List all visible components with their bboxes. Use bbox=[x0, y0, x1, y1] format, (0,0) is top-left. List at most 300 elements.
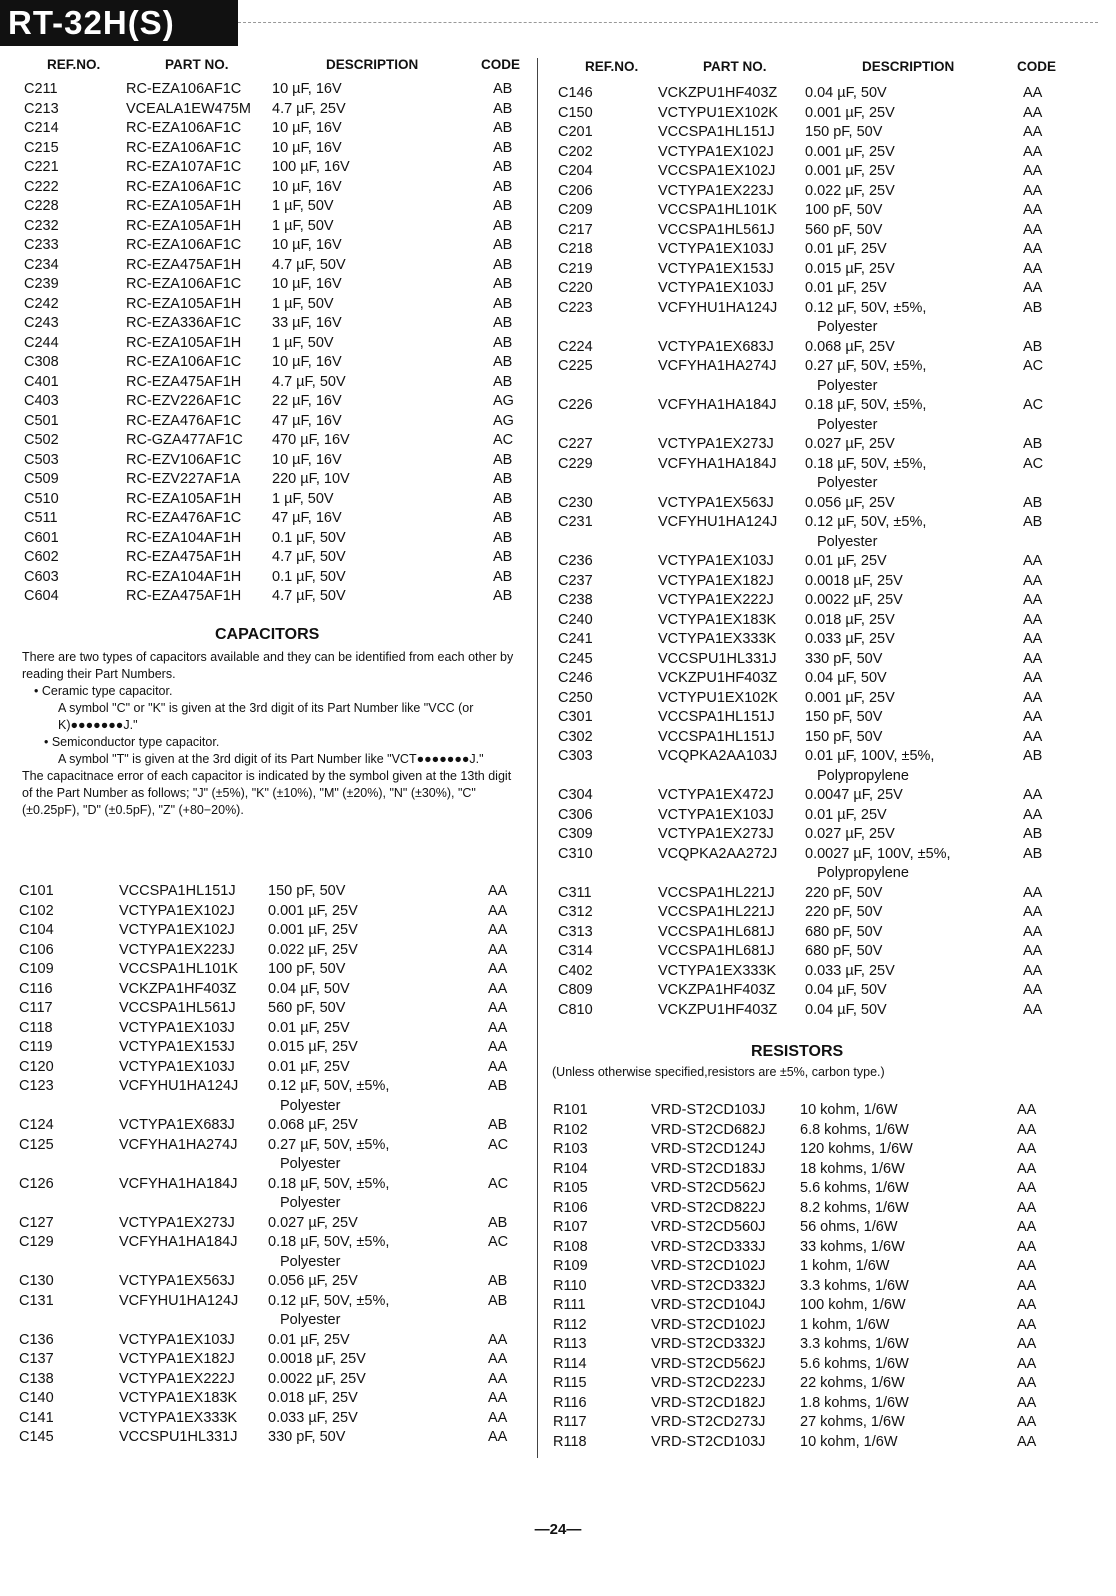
ref-no-cell: C150 bbox=[558, 104, 593, 121]
ref-no-cell: C102 bbox=[19, 902, 54, 919]
part-no-cell: VCTYPA1EX222J bbox=[119, 1370, 235, 1387]
ref-no-cell: C136 bbox=[19, 1331, 54, 1348]
code-cell: AB bbox=[493, 159, 513, 175]
ref-no-cell: R115 bbox=[553, 1375, 587, 1391]
ref-no-cell: C246 bbox=[558, 670, 593, 686]
description-cell: 0.022 µF, 25V bbox=[805, 182, 895, 199]
description-cell: 220 pF, 50V bbox=[805, 904, 883, 920]
description-cell: 33 µF, 16V bbox=[272, 315, 342, 331]
ref-no-cell: C250 bbox=[558, 689, 593, 706]
ref-no-cell: R113 bbox=[553, 1336, 587, 1352]
ref-no-cell: C204 bbox=[558, 163, 593, 179]
part-no-cell: VCKZPA1HF403Z bbox=[658, 982, 776, 998]
code-header: CODE bbox=[481, 57, 521, 72]
part-no-cell: VRD-ST2CD223J bbox=[651, 1375, 766, 1391]
ref-no-cell: C217 bbox=[558, 221, 593, 238]
code-cell: AA bbox=[488, 1409, 508, 1426]
code-cell: AB bbox=[493, 334, 513, 351]
description-cell: 150 pF, 50V bbox=[268, 883, 346, 899]
description-cell: 0.01 µF, 25V bbox=[805, 280, 887, 296]
part-no-cell: VCFYHA1HA184J bbox=[658, 397, 777, 413]
code-cell: AC bbox=[488, 1136, 509, 1153]
code-cell: AB bbox=[493, 471, 513, 487]
part-no-cell: VCTYPA1EX182J bbox=[658, 572, 774, 589]
description-cell: 0.04 µF, 50V bbox=[805, 982, 887, 998]
ref-no-cell: C101 bbox=[19, 883, 54, 899]
description-cell: 6.8 kohms, 1/6W bbox=[800, 1121, 909, 1138]
code-cell: AA bbox=[1017, 1121, 1037, 1138]
ref-no-cell: C302 bbox=[558, 728, 593, 745]
code-cell: AA bbox=[488, 961, 508, 977]
description-cell: 100 µF, 16V bbox=[272, 159, 350, 175]
part-no-cell: VCCSPA1HL561J bbox=[658, 221, 775, 238]
part-no-cell: VCTYPA1EX472J bbox=[658, 787, 774, 803]
description-continuation: Polyester bbox=[280, 1097, 341, 1114]
code-cell: AA bbox=[1023, 202, 1043, 218]
part-no-cell: VCKZPU1HF403Z bbox=[658, 670, 778, 686]
code-cell: AA bbox=[1017, 1238, 1037, 1255]
part-no-cell: VCTYPA1EX333K bbox=[658, 962, 777, 979]
part-no-cell: VCTYPA1EX223J bbox=[658, 182, 774, 199]
code-cell: AA bbox=[488, 1370, 508, 1387]
code-cell: AB bbox=[493, 256, 513, 273]
ref-no-cell: R101 bbox=[553, 1102, 588, 1118]
ref-no-cell: C137 bbox=[19, 1351, 54, 1367]
description-cell: 8.2 kohms, 1/6W bbox=[800, 1199, 909, 1216]
ref-no-cell: C304 bbox=[558, 787, 593, 803]
code-cell: AA bbox=[1023, 709, 1043, 725]
ref-no-cell: C237 bbox=[558, 572, 593, 589]
part-no-cell: VCCSPA1EX102J bbox=[658, 163, 776, 179]
code-cell: AA bbox=[1023, 670, 1043, 686]
ref-no-cell: C209 bbox=[558, 202, 593, 218]
ref-no-cell: R109 bbox=[553, 1258, 588, 1274]
code-cell: AB bbox=[493, 373, 513, 390]
ref-no-cell: C125 bbox=[19, 1136, 54, 1153]
description-cell: 0.068 µF, 25V bbox=[805, 338, 895, 355]
description-cell: 0.0047 µF, 25V bbox=[805, 787, 903, 803]
part-header: PART NO. bbox=[165, 57, 229, 72]
code-cell: AB bbox=[493, 315, 513, 331]
description-cell: 1 µF, 50V bbox=[272, 198, 334, 214]
code-cell: AA bbox=[1023, 884, 1043, 901]
code-cell: AA bbox=[1017, 1297, 1037, 1313]
description-cell: 0.027 µF, 25V bbox=[268, 1214, 358, 1231]
part-no-cell: VRD-ST2CD182J bbox=[651, 1394, 766, 1411]
part-no-cell: RC-EZA104AF1H bbox=[126, 529, 242, 546]
part-no-cell: RC-EZA336AF1C bbox=[126, 315, 242, 331]
part-no-cell: RC-EZA106AF1C bbox=[126, 120, 242, 136]
ref-no-cell: C214 bbox=[24, 120, 59, 136]
ref-no-cell: C314 bbox=[558, 943, 593, 959]
capacitor-intro: There are two types of capacitors available and they can be identified from each other by reading their Part Numbers. bbox=[22, 650, 514, 681]
description-cell: 1.8 kohms, 1/6W bbox=[800, 1394, 909, 1411]
code-cell: AA bbox=[488, 1351, 508, 1367]
code-cell: AA bbox=[1023, 631, 1043, 647]
code-cell: AB bbox=[493, 120, 513, 136]
ref-no-cell: C221 bbox=[24, 159, 59, 175]
code-cell: AA bbox=[1017, 1277, 1037, 1294]
code-cell: AB bbox=[1023, 338, 1043, 355]
part-no-cell: VCTYPA1EX102J bbox=[119, 902, 235, 919]
ref-no-cell: C129 bbox=[19, 1234, 54, 1250]
code-cell: AA bbox=[1017, 1336, 1037, 1352]
part-no-cell: VCTYPA1EX563J bbox=[119, 1273, 235, 1289]
description-cell: 10 µF, 16V bbox=[272, 276, 342, 292]
description-cell: 0.04 µF, 50V bbox=[268, 980, 350, 997]
description-cell: 5.6 kohms, 1/6W bbox=[800, 1355, 909, 1372]
ref-no-cell: C124 bbox=[19, 1117, 54, 1133]
ref-no-cell: C240 bbox=[558, 611, 593, 628]
ref-no-cell: C119 bbox=[19, 1039, 53, 1055]
description-cell: 0.033 µF, 25V bbox=[268, 1409, 358, 1426]
description-cell: 1 µF, 50V bbox=[272, 334, 334, 351]
ref-no-cell: C241 bbox=[558, 631, 593, 647]
code-cell: AA bbox=[1023, 553, 1043, 569]
part-no-cell: VCTYPA1EX222J bbox=[658, 592, 774, 608]
part-no-cell: VCCSPA1HL151J bbox=[658, 709, 775, 725]
description-cell: 22 µF, 16V bbox=[272, 393, 342, 409]
resistors-heading: RESISTORS bbox=[751, 1043, 844, 1060]
description-cell: 330 pF, 50V bbox=[805, 650, 883, 667]
description-cell: 10 µF, 16V bbox=[272, 237, 342, 253]
part-no-cell: VCCSPA1HL681J bbox=[658, 943, 775, 959]
description-header: DESCRIPTION bbox=[326, 57, 419, 72]
part-no-cell: RC-EZA475AF1H bbox=[126, 549, 242, 565]
description-cell: 0.12 µF, 50V, ±5%, bbox=[268, 1292, 390, 1309]
capacitors-notes bbox=[22, 649, 522, 819]
code-cell: AA bbox=[1023, 104, 1043, 121]
part-no-cell: VCTYPU1EX102K bbox=[658, 689, 779, 706]
description-continuation: Polyester bbox=[280, 1312, 341, 1328]
description-cell: 0.04 µF, 50V bbox=[805, 670, 887, 686]
part-no-cell: VCFYHU1HA124J bbox=[658, 514, 778, 530]
description-cell: 4.7 µF, 50V bbox=[272, 588, 346, 604]
ref-no-cell: C146 bbox=[558, 85, 593, 101]
ref-no-cell: C244 bbox=[24, 334, 59, 351]
description-cell: 0.015 µF, 25V bbox=[268, 1039, 358, 1055]
description-cell: 0.001 µF, 25V bbox=[805, 689, 895, 706]
code-cell: AB bbox=[493, 139, 513, 156]
description-continuation: Polyester bbox=[817, 319, 878, 335]
resistors-note: (Unless otherwise specified,resistors are ±5%, carbon type.) bbox=[552, 1065, 885, 1079]
code-cell: AA bbox=[1017, 1394, 1037, 1411]
description-cell: 560 pF, 50V bbox=[805, 221, 883, 238]
part-no-cell: VRD-ST2CD104J bbox=[651, 1297, 766, 1313]
ref-no-cell: C243 bbox=[24, 315, 59, 331]
part-no-cell: VCCSPA1HL101K bbox=[658, 202, 778, 218]
ref-no-cell: C303 bbox=[558, 748, 593, 764]
description-cell: 470 µF, 16V bbox=[272, 432, 350, 448]
ref-no-cell: C509 bbox=[24, 471, 59, 487]
ref-no-cell: R111 bbox=[553, 1297, 586, 1313]
ref-no-cell: R110 bbox=[553, 1277, 587, 1294]
part-no-cell: RC-EZA104AF1H bbox=[126, 568, 242, 585]
code-cell: AB bbox=[493, 451, 513, 468]
part-no-cell: RC-GZA477AF1C bbox=[126, 432, 243, 448]
ref-no-cell: C126 bbox=[19, 1175, 54, 1192]
code-cell: AA bbox=[1023, 904, 1043, 920]
ref-no-cell: R108 bbox=[553, 1238, 588, 1255]
part-no-cell: VCCSPA1HL561J bbox=[119, 1000, 236, 1016]
code-cell: AA bbox=[1017, 1355, 1037, 1372]
part-no-cell: VCTYPA1EX103J bbox=[658, 806, 774, 823]
description-cell: 0.1 µF, 50V bbox=[272, 529, 346, 546]
ref-no-cell: C511 bbox=[24, 510, 58, 526]
code-cell: AA bbox=[488, 922, 508, 938]
code-cell: AA bbox=[1023, 280, 1043, 296]
ref-no-cell: C809 bbox=[558, 982, 593, 998]
ref-no-cell: C117 bbox=[19, 1000, 53, 1016]
description-continuation: Polyester bbox=[280, 1195, 341, 1211]
description-cell: 47 µF, 16V bbox=[272, 412, 342, 429]
description-cell: 0.01 µF, 25V bbox=[805, 806, 887, 823]
ref-no-cell: C130 bbox=[19, 1273, 54, 1289]
ceramic-label: • Ceramic type capacitor. bbox=[34, 684, 173, 698]
part-no-cell: VCCSPA1HL101K bbox=[119, 961, 239, 977]
code-cell: AA bbox=[1017, 1199, 1037, 1216]
part-no-cell: VCTYPA1EX103J bbox=[119, 1019, 235, 1036]
code-cell: AC bbox=[1023, 455, 1044, 472]
description-cell: 0.001 µF, 25V bbox=[268, 922, 358, 938]
part-no-cell: RC-EZV226AF1C bbox=[126, 393, 242, 409]
code-cell: AA bbox=[1023, 572, 1043, 589]
description-cell: 220 µF, 10V bbox=[272, 471, 350, 487]
code-cell: AA bbox=[488, 941, 508, 958]
code-cell: AB bbox=[493, 490, 513, 507]
code-cell: AA bbox=[1023, 923, 1043, 940]
code-cell: AB bbox=[493, 354, 513, 370]
part-no-cell: VCTYPA1EX273J bbox=[658, 436, 774, 452]
ref-no-cell: C236 bbox=[558, 553, 593, 569]
description-cell: 0.18 µF, 50V, ±5%, bbox=[268, 1234, 390, 1250]
code-cell: AA bbox=[1017, 1258, 1037, 1274]
part-no-cell: RC-EZA105AF1H bbox=[126, 490, 242, 507]
part-no-cell: VCEALA1EW475M bbox=[126, 100, 251, 117]
part-no-cell: VCTYPA1EX103J bbox=[658, 241, 774, 257]
ref-no-cell: C140 bbox=[19, 1390, 54, 1406]
description-cell: 0.04 µF, 50V bbox=[805, 85, 887, 101]
part-no-cell: RC-EZA106AF1C bbox=[126, 276, 242, 292]
description-cell: 0.068 µF, 25V bbox=[268, 1117, 358, 1133]
part-no-cell: RC-EZA106AF1C bbox=[126, 354, 242, 370]
ref-no-cell: C232 bbox=[24, 217, 59, 234]
description-cell: 0.001 µF, 25V bbox=[268, 902, 358, 919]
description-cell: 1 µF, 50V bbox=[272, 217, 334, 234]
description-cell: 0.0018 µF, 25V bbox=[805, 572, 903, 589]
description-cell: 680 pF, 50V bbox=[805, 923, 883, 940]
code-cell: AA bbox=[1017, 1414, 1037, 1430]
code-cell: AB bbox=[493, 568, 513, 585]
description-cell: 4.7 µF, 50V bbox=[272, 373, 346, 390]
description-cell: 1 µF, 50V bbox=[272, 490, 334, 507]
part-no-cell: VCTYPA1EX683J bbox=[658, 338, 774, 355]
code-cell: AA bbox=[1017, 1433, 1037, 1450]
description-continuation: Polyester bbox=[817, 533, 878, 550]
ref-no-cell: C120 bbox=[19, 1058, 54, 1075]
ref-no-cell: C109 bbox=[19, 961, 54, 977]
description-cell: 0.022 µF, 25V bbox=[268, 941, 358, 958]
code-cell: AA bbox=[1017, 1375, 1037, 1391]
description-cell: 1 µF, 50V bbox=[272, 295, 334, 312]
code-cell: AB bbox=[493, 510, 513, 526]
description-cell: 10 kohm, 1/6W bbox=[800, 1102, 898, 1118]
code-cell: AA bbox=[1023, 982, 1043, 998]
part-no-cell: VCTYPA1EX333K bbox=[119, 1409, 238, 1426]
code-cell: AA bbox=[1023, 787, 1043, 803]
description-cell: 100 kohm, 1/6W bbox=[800, 1297, 906, 1313]
description-cell: 0.04 µF, 50V bbox=[805, 1001, 887, 1018]
description-cell: 0.033 µF, 25V bbox=[805, 631, 895, 647]
ref-no-cell: R102 bbox=[553, 1121, 588, 1138]
description-cell: 0.18 µF, 50V, ±5%, bbox=[268, 1175, 390, 1192]
ref-no-cell: C313 bbox=[558, 923, 593, 940]
code-cell: AB bbox=[1023, 826, 1043, 842]
description-cell: 0.0027 µF, 100V, ±5%, bbox=[805, 845, 951, 862]
part-no-cell: VRD-ST2CD332J bbox=[651, 1336, 766, 1352]
description-cell: 10 µF, 16V bbox=[272, 139, 342, 156]
part-no-cell: VRD-ST2CD562J bbox=[651, 1355, 766, 1372]
part-no-cell: VCKZPA1HF403Z bbox=[119, 980, 237, 997]
description-cell: 1 kohm, 1/6W bbox=[800, 1258, 890, 1274]
ref-no-cell: C223 bbox=[558, 299, 593, 316]
code-cell: AB bbox=[1023, 514, 1043, 530]
code-cell: AB bbox=[493, 295, 513, 312]
ref-no-cell: C306 bbox=[558, 806, 593, 823]
part-no-cell: VCTYPA1EX153J bbox=[119, 1039, 235, 1055]
part-no-cell: RC-EZA475AF1H bbox=[126, 373, 242, 390]
description-cell: 27 kohms, 1/6W bbox=[800, 1414, 905, 1430]
ref-no-cell: C245 bbox=[558, 650, 593, 667]
code-cell: AB bbox=[493, 178, 513, 195]
code-cell: AA bbox=[488, 1058, 508, 1075]
part-no-cell: VRD-ST2CD103J bbox=[651, 1102, 766, 1118]
part-no-cell: VCTYPA1EX223J bbox=[119, 941, 235, 958]
ref-header: REF.NO. bbox=[47, 57, 101, 72]
description-cell: 10 µF, 16V bbox=[272, 81, 342, 97]
part-no-cell: VCTYPA1EX102J bbox=[658, 143, 774, 160]
description-cell: 120 kohms, 1/6W bbox=[800, 1141, 913, 1157]
part-no-cell: VCTYPA1EX333K bbox=[658, 631, 777, 647]
part-no-cell: VRD-ST2CD102J bbox=[651, 1316, 766, 1333]
code-cell: AG bbox=[493, 412, 514, 429]
part-no-cell: VCQPKA2AA103J bbox=[658, 748, 778, 764]
part-no-cell: RC-EZA106AF1C bbox=[126, 237, 242, 253]
ref-no-cell: C222 bbox=[24, 178, 59, 195]
part-no-cell: VCFYHA1HA274J bbox=[658, 358, 777, 374]
description-continuation: Polyester bbox=[817, 475, 878, 491]
part-no-cell: VCCSPA1HL151J bbox=[119, 883, 236, 899]
code-cell: AC bbox=[493, 432, 514, 448]
description-cell: 47 µF, 16V bbox=[272, 510, 342, 526]
ref-no-cell: R104 bbox=[553, 1160, 588, 1177]
ref-no-cell: C211 bbox=[24, 81, 58, 97]
part-no-cell: RC-EZA105AF1H bbox=[126, 334, 242, 351]
description-continuation: Polyester bbox=[817, 416, 878, 433]
ref-no-cell: C206 bbox=[558, 182, 593, 199]
code-cell: AA bbox=[1023, 962, 1043, 979]
description-cell: 0.0018 µF, 25V bbox=[268, 1351, 366, 1367]
code-cell: AA bbox=[1017, 1102, 1037, 1118]
part-no-cell: VCTYPA1EX273J bbox=[658, 826, 774, 842]
ref-no-cell: C226 bbox=[558, 397, 593, 413]
code-cell: AB bbox=[493, 588, 513, 604]
description-cell: 150 pF, 50V bbox=[805, 728, 883, 745]
code-cell: AB bbox=[1023, 436, 1043, 452]
part-no-cell: VCCSPU1HL331J bbox=[119, 1429, 238, 1445]
description-cell: 0.1 µF, 50V bbox=[272, 568, 346, 585]
code-cell: AA bbox=[1017, 1180, 1037, 1196]
description-cell: 18 kohms, 1/6W bbox=[800, 1160, 905, 1177]
part-header: PART NO. bbox=[703, 59, 767, 74]
description-cell: 3.3 kohms, 1/6W bbox=[800, 1277, 909, 1294]
part-no-cell: VCCSPA1HL151J bbox=[658, 728, 775, 745]
part-no-cell: VCQPKA2AA272J bbox=[658, 845, 778, 862]
ref-no-cell: R112 bbox=[553, 1316, 587, 1333]
part-no-cell: RC-EZV227AF1A bbox=[126, 471, 241, 487]
ref-no-cell: C231 bbox=[558, 514, 593, 530]
part-no-cell: RC-EZA475AF1H bbox=[126, 588, 242, 604]
part-no-cell: VCTYPA1EX683J bbox=[119, 1117, 235, 1133]
ref-no-cell: C301 bbox=[558, 709, 593, 725]
description-continuation: Polyester bbox=[280, 1156, 341, 1172]
description-cell: 0.027 µF, 25V bbox=[805, 436, 895, 452]
part-no-cell: VRD-ST2CD560J bbox=[651, 1219, 766, 1235]
part-no-cell: RC-EZA105AF1H bbox=[126, 198, 242, 214]
ref-no-cell: R107 bbox=[553, 1219, 588, 1235]
description-cell: 0.27 µF, 50V, ±5%, bbox=[805, 358, 927, 374]
ref-no-cell: C403 bbox=[24, 393, 59, 409]
ref-no-cell: C228 bbox=[24, 198, 59, 214]
description-cell: 100 pF, 50V bbox=[268, 961, 346, 977]
description-cell: 0.015 µF, 25V bbox=[805, 260, 895, 277]
part-no-cell: VCCSPA1HL221J bbox=[658, 884, 775, 901]
part-no-cell: VCTYPA1EX103J bbox=[119, 1331, 235, 1348]
code-cell: AA bbox=[1023, 85, 1043, 101]
code-cell: AA bbox=[1023, 943, 1043, 959]
description-cell: 0.01 µF, 25V bbox=[805, 241, 887, 257]
description-cell: 0.001 µF, 25V bbox=[805, 143, 895, 160]
description-cell: 3.3 kohms, 1/6W bbox=[800, 1336, 909, 1352]
part-no-cell: RC-EZV106AF1C bbox=[126, 451, 242, 468]
description-cell: 0.01 µF, 25V bbox=[268, 1058, 350, 1075]
part-no-cell: VCFYHA1HA184J bbox=[119, 1234, 238, 1250]
code-cell: AB bbox=[488, 1273, 508, 1289]
description-cell: 0.27 µF, 50V, ±5%, bbox=[268, 1136, 390, 1153]
part-no-cell: VCTYPA1EX153J bbox=[658, 260, 774, 277]
description-header: DESCRIPTION bbox=[862, 59, 955, 74]
ref-no-cell: C123 bbox=[19, 1078, 54, 1094]
ref-no-cell: C604 bbox=[24, 588, 59, 604]
ref-no-cell: C116 bbox=[19, 980, 53, 997]
code-cell: AA bbox=[488, 1039, 508, 1055]
code-cell: AB bbox=[488, 1292, 508, 1309]
part-no-cell: VRD-ST2CD682J bbox=[651, 1121, 766, 1138]
ref-no-cell: C234 bbox=[24, 256, 59, 273]
code-cell: AB bbox=[1023, 299, 1043, 316]
ref-no-cell: C238 bbox=[558, 592, 593, 608]
code-cell: AB bbox=[488, 1078, 508, 1094]
part-no-cell: VRD-ST2CD332J bbox=[651, 1277, 766, 1294]
part-no-cell: VCKZPU1HF403Z bbox=[658, 85, 778, 101]
code-cell: AG bbox=[493, 393, 514, 409]
ref-no-cell: C308 bbox=[24, 354, 59, 370]
part-no-cell: VCTYPA1EX103J bbox=[119, 1058, 235, 1075]
description-cell: 0.18 µF, 50V, ±5%, bbox=[805, 397, 927, 413]
description-cell: 22 kohms, 1/6W bbox=[800, 1375, 905, 1391]
code-cell: AA bbox=[1017, 1141, 1037, 1157]
code-cell: AA bbox=[1017, 1316, 1037, 1333]
